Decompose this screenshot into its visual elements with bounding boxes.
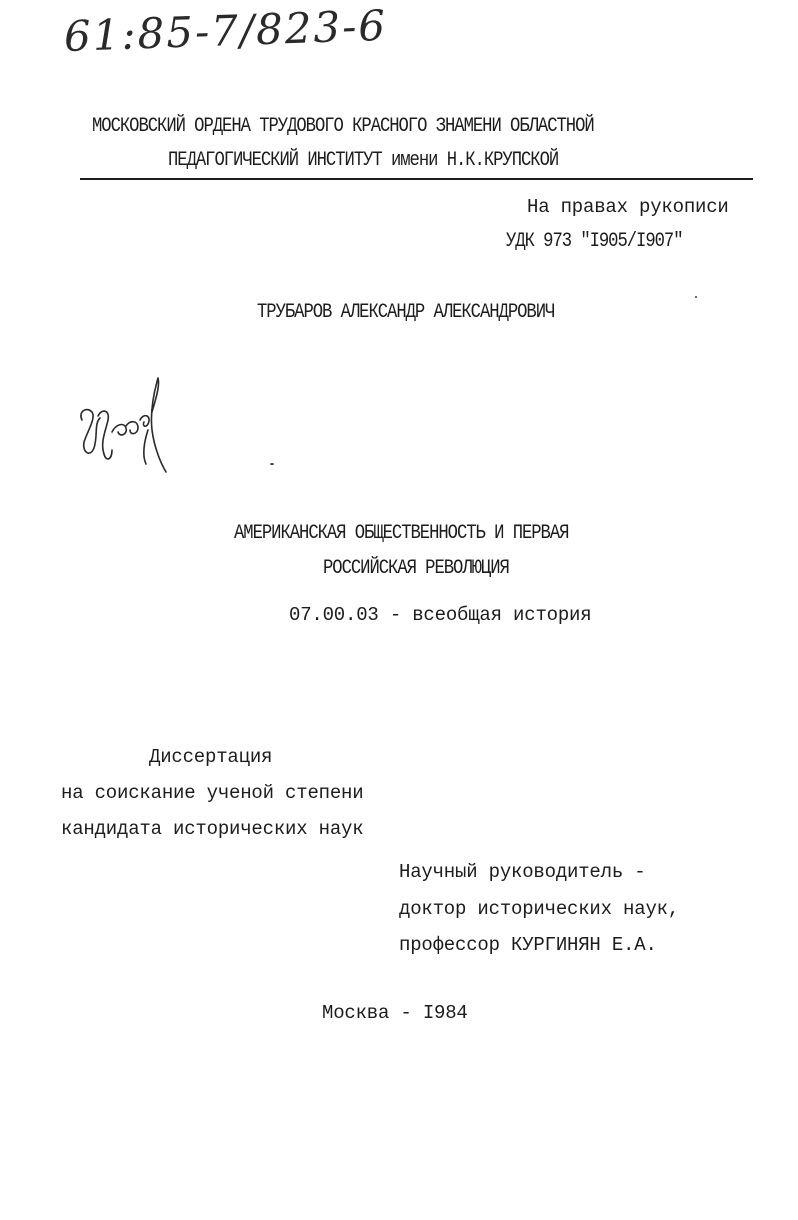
supervisor-line-2: доктор исторических наук, [399,898,680,920]
manuscript-note: На правах рукописи [527,196,729,218]
author-name: ТРУБАРОВ АЛЕКСАНДР АЛЕКСАНДРОВИЧ [257,301,555,324]
title-line-1: АМЕРИКАНСКАЯ ОБЩЕСТВЕННОСТЬ И ПЕРВАЯ [234,522,569,545]
degree-line-1: Диссертация [149,746,273,768]
scan-speck [695,296,697,298]
supervisor-line-3: профессор КУРГИНЯН Е.А. [399,934,657,956]
place-and-year: Москва - I984 [322,1002,468,1024]
supervisor-line-1: Научный руководитель - [399,861,646,883]
header-divider [80,178,753,180]
title-line-2: РОССИЙСКАЯ РЕВОЛЮЦИЯ [323,557,509,580]
specialty-code: 07.00.03 - всеобщая история [289,604,592,626]
institution-line-1: МОСКОВСКИЙ ОРДЕНА ТРУДОВОГО КРАСНОГО ЗНАМЕНИ ОБЛАСТНОЙ [92,115,594,138]
handwritten-archive-number: 61:85-7/823-6 [63,0,388,61]
signature-mark [68,372,178,482]
degree-line-3: кандидата исторических наук [61,818,364,840]
scan-speck [270,463,274,465]
udc-code: УДК 973 "I905/I907" [506,230,683,253]
degree-line-2: на соискание ученой степени [61,782,364,804]
institution-line-2: ПЕДАГОГИЧЕСКИЙ ИНСТИТУТ имени Н.К.КРУПСКОЙ [168,149,559,172]
